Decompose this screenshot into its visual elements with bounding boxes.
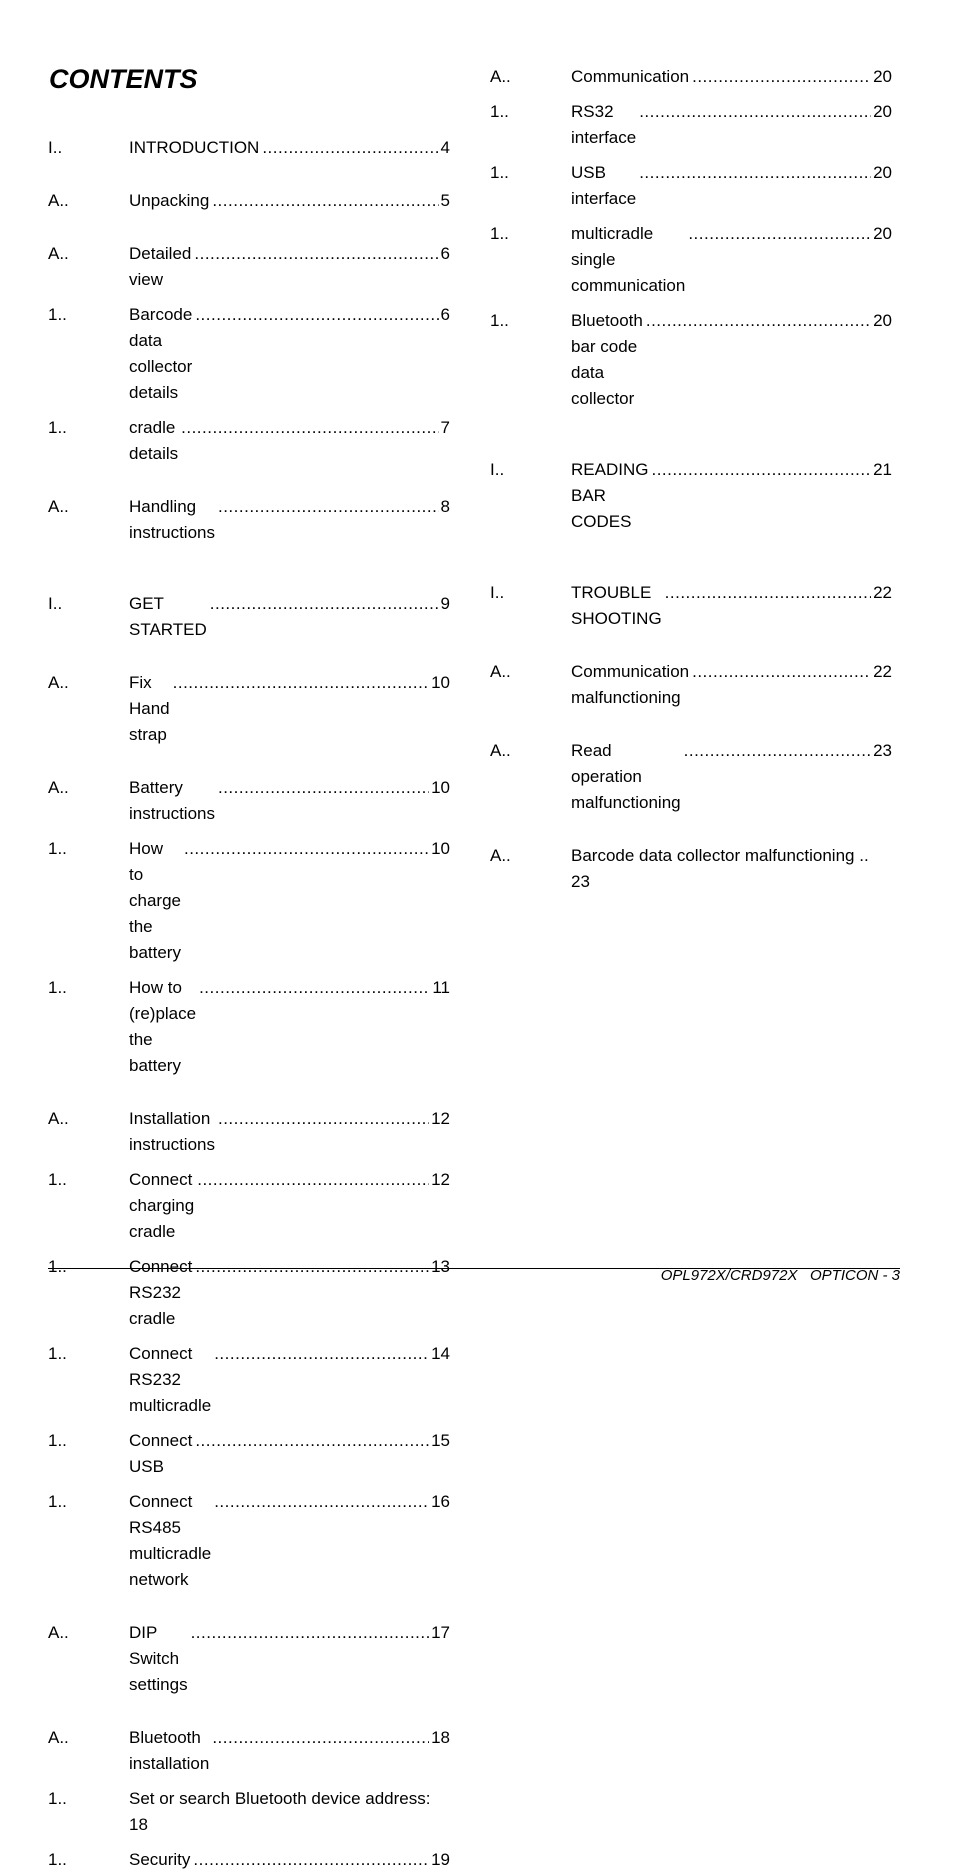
toc-entry-number: 1.. [490,224,509,243]
toc-entry-title: Security [129,1850,191,1869]
toc-entry-page: 23 [571,872,590,891]
toc-entry-title: Read operation malfunctioning [571,741,681,812]
toc-entry-number: 1.. [48,1431,67,1450]
toc-entry-page: 20 [873,224,892,243]
toc-entry-number: 1.. [48,418,67,437]
toc-leader-dots [665,580,871,606]
toc-entry-page: 23 [873,741,892,760]
toc-entry-number: A.. [48,778,69,797]
toc-entry-number: A.. [48,673,69,692]
toc-leader-dots [195,1254,429,1280]
toc-entry-number: 1.. [490,311,509,330]
toc-entry-page: 21 [873,460,892,479]
toc-entry-trouble-shooting[interactable] [490,580,892,632]
toc-leader-dots [210,591,439,617]
toc-entry-page: 8 [440,497,450,516]
toc-entry-page: 22 [873,662,892,681]
toc-entry-page: 7 [440,418,450,437]
toc-entry-communication-malfunctioning[interactable] [490,659,892,711]
toc-leader-dots [181,415,438,441]
toc-entry-page: 11 [432,978,450,997]
toc-entry-read-operation-malfunctioning[interactable] [490,738,892,816]
toc-entry-communication[interactable] [490,64,892,90]
toc-entry-title: cradle details [129,418,179,463]
toc-entry-number: 1.. [48,978,67,997]
toc-entry-security[interactable] [48,1847,450,1873]
toc-leader-dots [199,975,430,1001]
toc-entry-page: 12 [431,1170,450,1189]
toc-entry-number: 1.. [48,839,67,858]
toc-leader-dots [195,302,438,328]
toc-entry-page: 20 [873,67,892,86]
page-footer: OPL972X/CRD972X OPTICON - 3 [660,1267,900,1284]
toc-entry-title: Barcode data collector details [129,305,193,402]
toc-entry-page: 19 [431,1850,450,1869]
toc-entry-number: I.. [48,138,63,157]
toc-entry-bluetooth-installation[interactable] [48,1725,450,1777]
toc-entry-title: Handling instructions [129,497,215,542]
toc-entry-page: 10 [431,839,450,858]
toc-entry-bluetooth-collector[interactable] [490,308,892,412]
toc-leader-dots [184,836,429,862]
toc-entry-page: 20 [873,163,892,182]
toc-entry-connect-usb[interactable] [48,1428,450,1480]
toc-entry-installation-instructions[interactable] [48,1106,450,1158]
toc-leader-dots [173,670,429,696]
toc-entry-number: 1.. [48,1789,67,1808]
toc-entry-page: 20 [873,102,892,121]
toc-leader-dots [195,1428,429,1454]
toc-entry-number: 1.. [490,163,509,182]
toc-entry-detailed-view[interactable] [48,241,450,293]
toc-entry-battery-instructions[interactable] [48,775,450,827]
toc-leader-dots [262,135,438,161]
toc-entry-page: 6 [440,305,450,324]
toc-entry-title: Connect charging cradle [129,1170,195,1241]
toc-entry-cradle-details[interactable] [48,415,450,467]
toc-leader-dots [646,308,871,334]
toc-entry-number: 1.. [48,1850,67,1869]
toc-entry-collector-details[interactable] [48,302,450,406]
toc-entry-number: 1.. [48,1492,67,1511]
toc-entry-title: Connect RS485 multicradle network [129,1492,212,1589]
toc-entry-number: A.. [48,191,69,210]
toc-entry-replace-battery[interactable] [48,975,450,1079]
toc-leader-dots [214,1341,429,1367]
toc-entry-page: 5 [440,191,450,210]
toc-entry-title: Communication [571,67,690,86]
toc-entry-number: A.. [490,67,511,86]
toc-entry-page: 14 [431,1344,450,1363]
toc-entry-number: 1.. [48,1170,67,1189]
toc-entry-introduction[interactable] [48,135,450,161]
toc-entry-number: 1.. [48,1257,67,1276]
toc-leader-dots [692,659,871,685]
toc-entry-page: 22 [873,583,892,602]
toc-entry-number: A.. [48,244,69,263]
toc-leader-dots [218,494,439,520]
toc-entry-title: Barcode data collector malfunctioning .. [571,846,869,865]
toc-leader-dots [651,457,871,483]
toc-entry-connect-rs485-network[interactable] [48,1489,450,1593]
toc-entry-charge-battery[interactable] [48,836,450,966]
toc-entry-title: RS32 interface [571,102,637,147]
toc-entry-bluetooth-device-address[interactable] [48,1786,450,1838]
toc-entry-title: DIP Switch settings [129,1623,188,1694]
toc-entry-page: 15 [431,1431,450,1450]
toc-entry-title: multicradle single communication [571,224,686,295]
toc-right-column [490,64,892,895]
toc-entry-page: 10 [431,778,450,797]
toc-entry-usb-interface[interactable] [490,160,892,212]
toc-entry-page: 9 [440,594,450,613]
toc-entry-page: 17 [431,1623,450,1642]
toc-entry-connect-rs232-cradle[interactable] [48,1254,450,1332]
toc-entry-page: 18 [431,1728,450,1747]
toc-entry-title: Battery instructions [129,778,215,823]
toc-entry-page: 13 [431,1257,450,1276]
toc-leader-dots [197,1167,429,1193]
toc-entry-multicradle-communication[interactable] [490,221,892,299]
toc-entry-title: Installation instructions [129,1109,215,1154]
toc-leader-dots [688,221,871,247]
toc-entry-title: TROUBLE SHOOTING [571,583,662,628]
toc-entry-number: A.. [490,662,511,681]
toc-entry-fix-hand-strap[interactable] [48,670,450,748]
toc-entry-number: 1.. [48,305,67,324]
toc-leader-dots [193,1847,429,1873]
toc-leader-dots [214,1489,429,1515]
toc-leader-dots [692,64,871,90]
toc-left-column [48,135,450,1873]
toc-entry-title: USB interface [571,163,637,208]
toc-entry-number: A.. [48,1728,69,1747]
toc-entry-title: Fix Hand strap [129,673,170,744]
toc-leader-dots [212,1725,429,1751]
toc-entry-number: I.. [48,594,63,613]
toc-entry-title: Connect RS232 cradle [129,1257,193,1328]
toc-entry-get-started[interactable] [48,591,450,643]
toc-entry-page: 6 [440,244,450,263]
toc-entry-title: Connect USB [129,1431,193,1476]
toc-entry-title: Communication malfunctioning [571,662,690,707]
toc-entry-page: 18 [129,1815,148,1834]
toc-entry-page: 16 [431,1492,450,1511]
toc-entry-dip-switch-settings[interactable] [48,1620,450,1698]
toc-entry-number: 1.. [490,102,509,121]
toc-entry-page: 20 [873,311,892,330]
toc-leader-dots [684,738,871,764]
toc-leader-dots [212,188,438,214]
toc-entry-number: 1.. [48,1344,67,1363]
toc-entry-rs32-interface[interactable] [490,99,892,151]
toc-leader-dots [191,1620,430,1646]
toc-entry-unpacking[interactable] [48,188,450,214]
toc-entry-title: Connect RS232 multicradle [129,1344,212,1415]
toc-entry-number: A.. [48,1109,69,1128]
toc-leader-dots [218,1106,429,1132]
toc-entry-connect-rs232-multicradle[interactable] [48,1341,450,1419]
toc-entry-number: A.. [48,1623,69,1642]
toc-leader-dots [639,160,871,186]
toc-leader-dots [639,99,871,125]
toc-entry-connect-charging-cradle[interactable] [48,1167,450,1245]
toc-leader-dots [218,775,429,801]
toc-entry-page: 10 [431,673,450,692]
toc-entry-number: I.. [490,460,505,479]
toc-leader-dots [194,241,438,267]
toc-entry-number: A.. [48,497,69,516]
toc-entry-title: INTRODUCTION [129,138,260,157]
toc-entry-collector-malfunctioning[interactable] [490,843,892,895]
toc-entry-title: GET STARTED [129,594,207,639]
toc-entry-title: Set or search Bluetooth device address: [129,1789,431,1808]
toc-entry-number: I.. [490,583,505,602]
toc-entry-title: How to charge the battery [129,839,181,962]
page-title: CONTENTS [49,64,198,94]
toc-entry-number: A.. [490,846,511,865]
toc-entry-title: Detailed view [129,244,192,289]
toc-entry-page: 12 [431,1109,450,1128]
toc-entry-title: READING BAR CODES [571,460,649,531]
toc-entry-title: Bluetooth installation [129,1728,210,1773]
toc-entry-title: Unpacking [129,191,210,210]
toc-entry-number: A.. [490,741,511,760]
toc-entry-title: Bluetooth bar code data collector [571,311,643,408]
toc-entry-reading-bar-codes[interactable] [490,457,892,535]
toc-entry-page: 4 [440,138,450,157]
toc-entry-title: How to (re)place the battery [129,978,197,1075]
toc-entry-handling-instructions[interactable] [48,494,450,546]
